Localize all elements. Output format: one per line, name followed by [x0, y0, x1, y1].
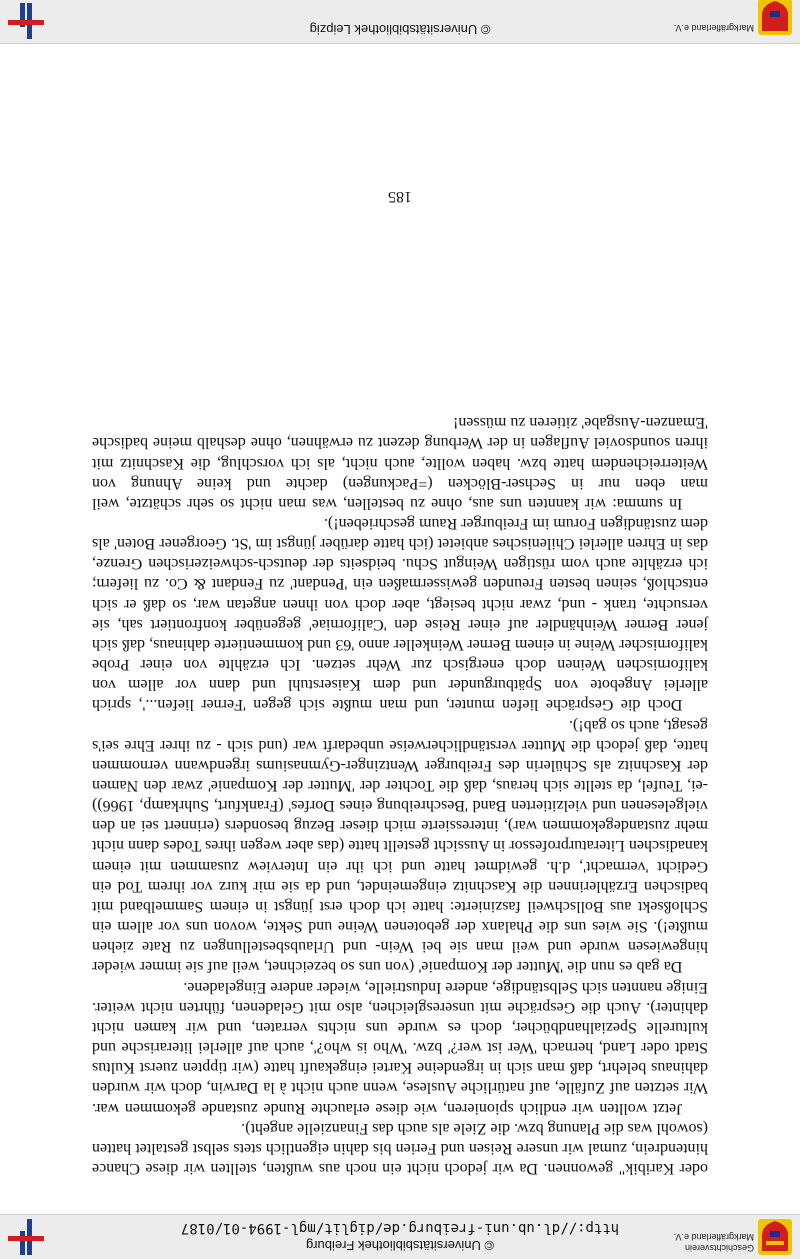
viewer-footer-bar — [0, 0, 800, 44]
university-library-logo-icon — [6, 3, 46, 39]
document-page-text — [92, 412, 708, 1178]
society-crest-icon — [758, 0, 792, 35]
document-url-link[interactable]: http://dl.ub.uni-freiburg.de/diglit/mgl-1994-01/0187 — [180, 1220, 620, 1236]
society-name-line1: Geschichtsverein — [684, 1243, 754, 1253]
copyright-notice: © Universitätsbibliothek Freiburg — [305, 1238, 495, 1253]
page-number: 185 — [388, 188, 412, 205]
paragraph: In summa: wir kannten uns aus, ohne zu bestellen, was man nicht so sehr schätzte, weil man eben nur in Sechser-Blöcken (=Packungen) dachte und keine Ahnung von Weiterreichendem hatte bzw. haben wollte, auch nicht, als ich vorschlug, die Kaschnitz mit ihren soundsoviel Auflagen in der Werbung dezent zu erwähnen, ohne deshalb meine badische 'Emanzen-Ausgabe' zitieren zu müssen! — [92, 414, 708, 512]
viewer-header-bar — [0, 1214, 800, 1259]
paragraph: Da gab es nun die 'Mutter der Kompanie' (von uns so bezeichnet, weil auf sie immer wieder hingewiesen wurde und weil man sie bei Wein- und Urlaubsbestellungen zu Rate ziehen mußte!). Sie wies uns die Phalanx der gebotenen Weine und Sekte, wovon uns vor allem ein Schloßsekt aus Bollschweil faszinierte: hatte ich doch erst jüngst in einem Sammelband mit badischen Erzählerinnen die Kaschnitz eingemeindet, und da sie mir kurz vor ihrem Tod ein Gedicht 'vermacht', d.h. gewidmet hatte und ich ihr ein Interview zusammen mit einem kanadischen Literaturprofessor in Aussicht gestellt hatte (das aber wegen ihres Todes dann nicht mehr zustandegekommen war), interessierte mich dieser Bezug besonders (erinnert sei an den vielgelesenen und vielzitierten Band 'Beschreibung eines Dorfes' (Frankfurt, Suhrkamp, 1966)) -ei, Teufel, da stellte sich heraus, daß die Tochter der 'Mutter der Kompanie' zwar den Namen der Kaschnitz als Schülerin des Freiburger Wentzinger-Gymnasiums irgendwann vernommen hatte, daß jedoch die Mutter verständlicherweise unbedarft war (und sich - zu ihrer Ehre sei's gesagt, auch so gab!). — [92, 716, 708, 976]
paragraph: Jetzt wollten wir endlich spionieren, wie diese erlauchte Runde zustande gekommen war. Wir setzten auf Zufälle, auf natürliche Auslese, wenn auch nicht à la Darwin, doch wir wurden dahinaus belehrt, daß man sich in irgendeine Kartei eingekauft hatte (wir tippten zuerst Kultus Stadt oder Land, hernach 'Wer ist wer?' bzw. 'Who is who?', auch auf allerlei literarische und kulturelle Spezialhandbücher, doch es wurde uns nichts verraten, und wir kamen nicht dahinter). Auch die Gespräche mit unseresgleichen, also mit Geladenen, führten nicht weiter. Einige nannten sich Selbständige, andere Industrielle, wieder andere Eingeladene. — [92, 978, 708, 1117]
society-name: Markgräflerland e.V. — [673, 23, 754, 33]
university-library-logo-icon — [6, 1219, 46, 1255]
society-name-line2: Markgräflerland e.V. — [673, 1232, 754, 1242]
society-crest-icon — [758, 1219, 792, 1255]
copyright-notice: © Universitätsbibliothek Leipzig — [309, 22, 491, 37]
paragraph: oder Karibik" gewonnen. Da wir jedoch nicht ein noch aus wußten, stellten wir diese Chance hintendrein, zumal wir unsere Reisen und Ferien bis dahin eigentlich stets selbst gestaltet hatten (sowohl was die Planung bzw. die Ziele als auch das Finanzielle angeht). — [92, 1119, 708, 1177]
society-name — [674, 1231, 754, 1253]
paragraph: Doch die Gespräche liefen munter, und man mußte sich gegen 'Ferner liefen...', sprich allerlei Angebote von Spätburgunder und dem Kaiserstuhl und dann vor allem von kalifornischen Weinen doch energisch zur Wehr setzen. Ich erzählte von einer Probe kalifornischer Weine in einem Berner Weinkeller anno '63 und kommentierte dahinaus, daß sich jener Berner Weinhändler auf einer Reise den 'Californiae' gegenüber konfrontiert sah, sie versuchte, trank - und, zwar nicht besiegt, aber doch von ihnen angetan war, so daß er sich entschloß, seinen besten Freunden gewissermaßen ein 'Pendant' zu Fendant & Co. zu liefern; ich erzählte auch vom rüstigen Weingut Schu. beidseits der deutsch-schweizerischen Grenze, das in Ehren allerlei Chilenisches anbietet (ich hatte darüber jüngst im 'St. Georgener Boten' als dem zuständigen Forum im Freiburger Raum geschrieben!). — [92, 515, 708, 714]
